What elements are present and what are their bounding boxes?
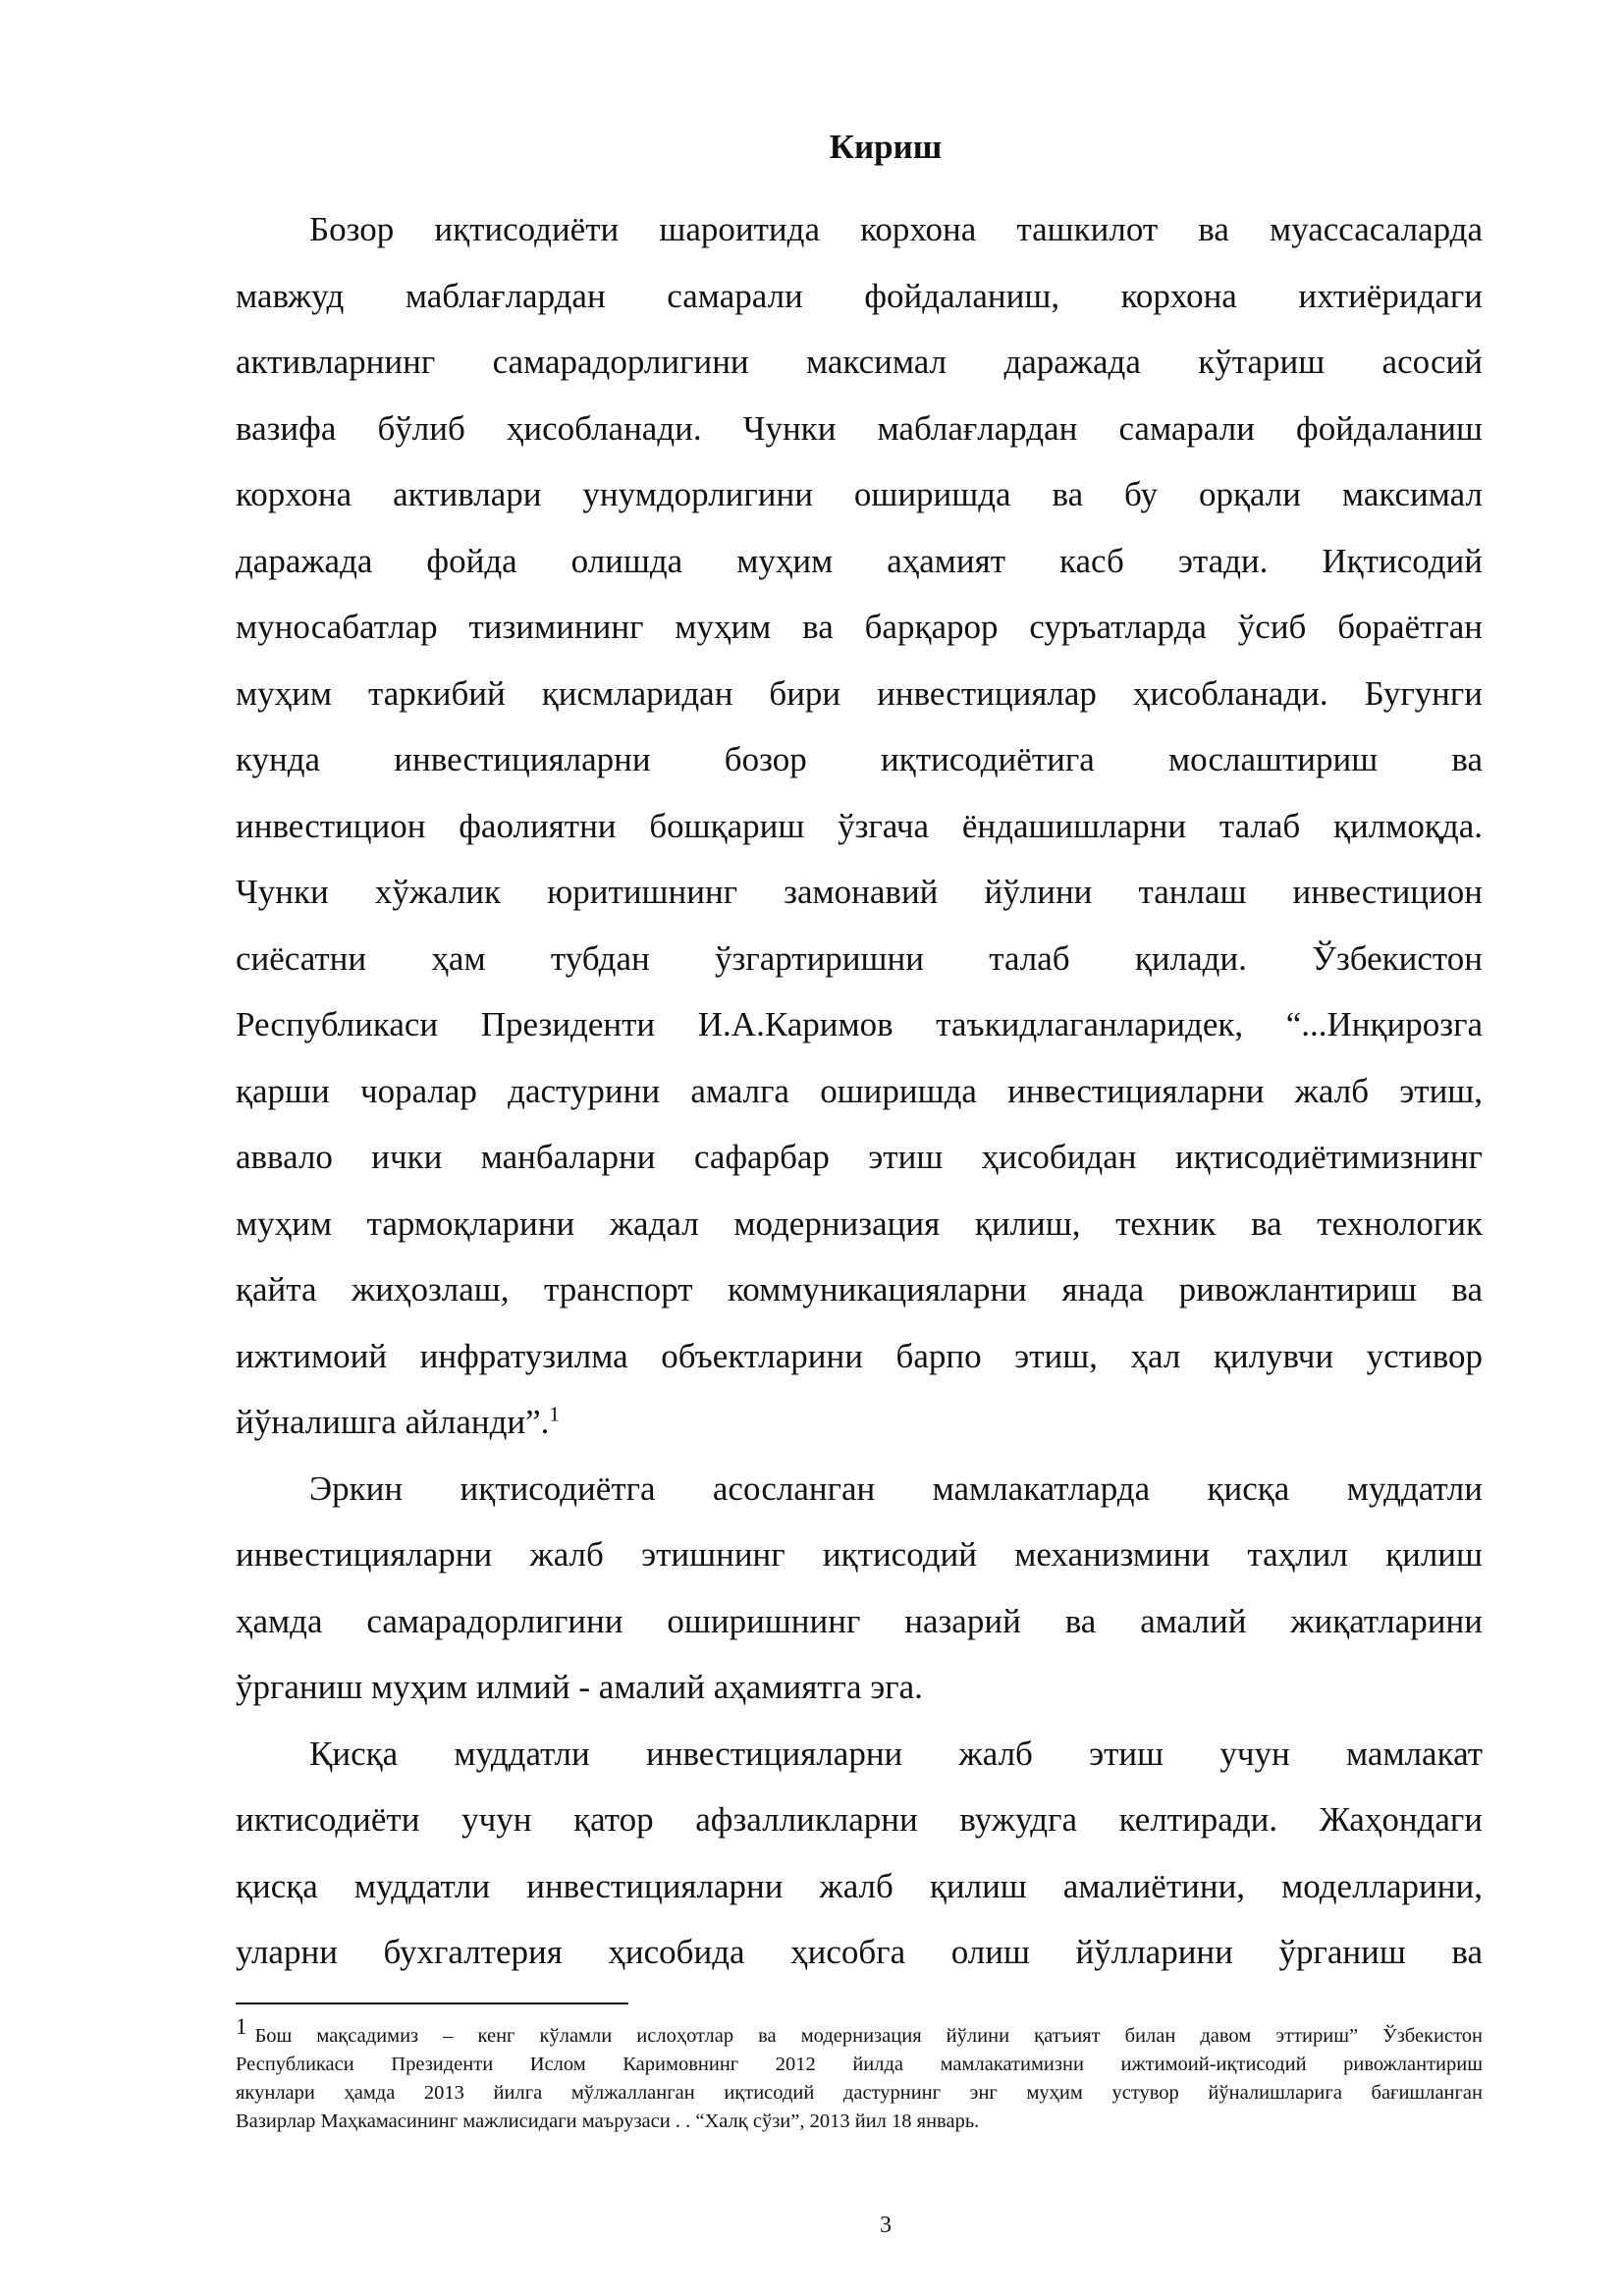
paragraph-line: инвестицияларни жалб этишнинг иқтисодий механизмини таҳлил қилиш	[236, 1535, 1483, 1574]
paragraph-line: муҳим тармоқларини жадал модернизация қилиш, техник ва технологик	[236, 1203, 1483, 1243]
footnote	[236, 2014, 1483, 2136]
paragraph-line: муҳим таркибий қисмларидан бири инвестициялар ҳисобланади. Бугунги	[236, 673, 1483, 713]
paragraph-line: қисқа муддатли инвестицияларни жалб қилиш амалиётини, моделларини,	[236, 1866, 1483, 1905]
footnote-line: Вазирлар Маҳкамасининг мажлисидаги маърузаси . . “Халқ сўзи”, 2013 йил 18 январь.	[236, 2110, 980, 2132]
page-number: 3	[880, 2213, 892, 2238]
paragraph-line: вазифа бўлиб ҳисобланади. Чунки маблағлардан самарали фойдаланиш	[236, 408, 1483, 448]
paragraph-line: корхона активлари унумдорлигини оширишда ва бу орқали максимал	[236, 475, 1483, 513]
paragraph-line: сиёсатни ҳам тубдан ўзгартиришни талаб қилади. Ўзбекистон	[236, 938, 1483, 978]
footnote-reference[interactable]: 1	[549, 1402, 560, 1426]
paragraph-line: даражада фойда олишда муҳим аҳамият касб этади. Иқтисодий	[236, 541, 1483, 580]
paragraph-line: Эркин иқтисодиётга асосланган мамлакатларда қисқа муддатли	[309, 1468, 1483, 1508]
paragraph-last-line	[236, 1389, 1483, 1456]
paragraph-line: Чунки хўжалик юритишнинг замонавий йўлини танлаш инвестицион	[236, 873, 1483, 911]
paragraph-line: ўрганиш муҳим илмий - амалий аҳамиятга эга.	[236, 1668, 923, 1706]
paragraph-line: Қисқа муддатли инвестицияларни жалб этиш учун мамлакат	[309, 1734, 1483, 1773]
footnote-line: Республикаси Президенти Ислом Каримовнинг 2012 йилда мамлакатимизни ижтимоий-иқтисодий ривожлантириш	[236, 2054, 1483, 2075]
paragraph-line: қарши чоралар дастурини амалга оширишда инвестицияларни жалб этиш,	[236, 1071, 1483, 1110]
paragraph-line: активларнинг самарадорлигини максимал даражада кўтариш асосий	[236, 343, 1483, 381]
footnote-line-text: Бош мақсадимиз – кенг кўламли ислоҳотлар ва модернизация йўлини қатъият билан давом эттириш” Ўзбекистон	[254, 2025, 1483, 2047]
footnote-line	[236, 2014, 1483, 2051]
footnote-line: якунлари ҳамда 2013 йилга мўлжалланган иқтисодий дастурнинг энг муҳим устувор йўналишларига бағишланган	[236, 2082, 1483, 2104]
paragraph-line: аввало ички манбаларни сафарбар этиш ҳисобидан иқтисодиётимизнинг	[236, 1138, 1483, 1176]
paragraph-line: ҳамда самарадорлигини оширишнинг назарий ва амалий жиқатларини	[236, 1601, 1483, 1640]
paragraph-line: инвестицион фаолиятни бошқариш ўзгача ёндашишларни талаб қилмоқда.	[236, 806, 1483, 845]
paragraph-line: уларни бухгалтерия ҳисобида ҳисобга олиш йўлларини ўрганиш ва	[236, 1933, 1483, 1971]
paragraph-line: иктисодиёти учун қатор афзалликларни вужудга келтиради. Жаҳондаги	[236, 1800, 1483, 1839]
footnote-number: 1	[236, 2014, 247, 2040]
paragraph-line: ижтимоий инфратузилма объектларини барпо этиш, ҳал қилувчи устивор	[236, 1336, 1483, 1375]
paragraph-line: Республикаси Президенти И.А.Каримов таъкидлаганларидек, “...Инқирозга	[236, 1005, 1483, 1043]
body-text	[236, 196, 1483, 1986]
paragraph-line: кунда инвестицияларни бозор иқтисодиётига мослаштириш ва	[236, 740, 1483, 778]
paragraph-line: қайта жиҳозлаш, транспорт коммуникацияларни янада ривожлантириш ва	[236, 1270, 1483, 1308]
page-title: Кириш	[829, 128, 943, 166]
paragraph-line-text: йўналишга айланди”.	[236, 1403, 550, 1441]
paragraph-line: мавжуд маблағлардан самарали фойдаланиш, корхона ихтиёридаги	[236, 276, 1483, 315]
footnote-divider	[236, 2002, 628, 2004]
paragraph-line: муносабатлар тизимининг муҳим ва барқарор суръатларда ўсиб бораётган	[236, 608, 1483, 646]
paragraph-line: Бозор иқтисодиёти шароитида корхона ташкилот ва муассасаларда	[309, 210, 1483, 248]
